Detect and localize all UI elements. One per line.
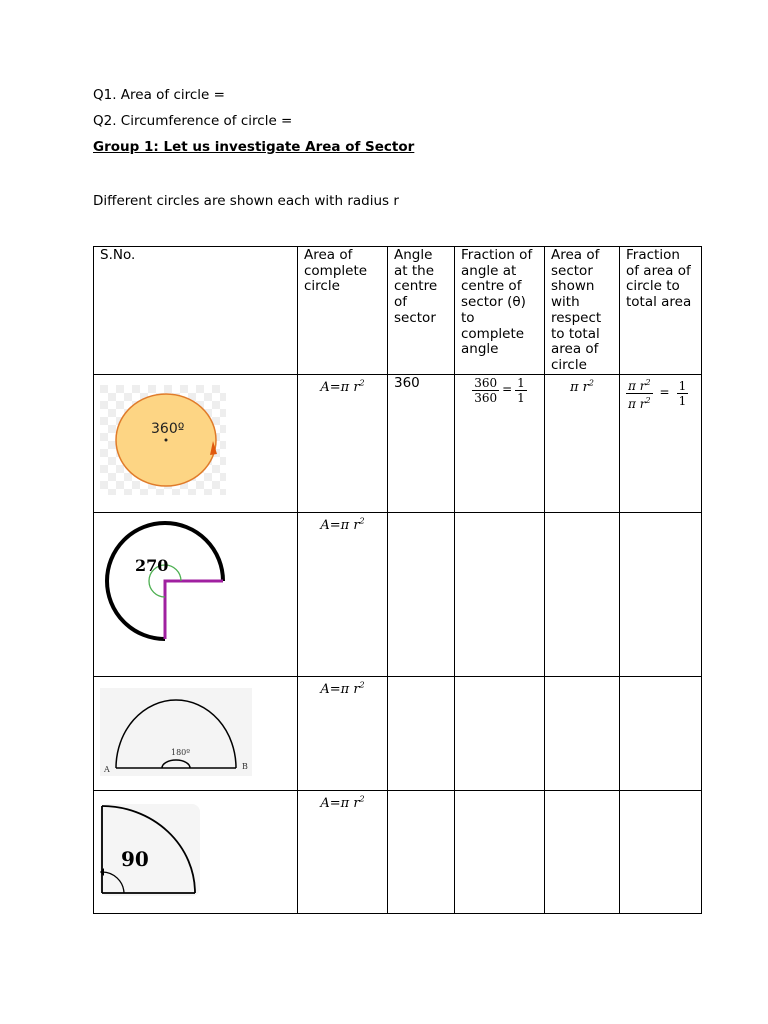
point-b-label: B [242,762,248,771]
question-2: Q2. Circumference of circle = [93,113,293,129]
area-formula: A=π $r^2$ [320,794,365,811]
full-circle-figure [100,385,226,495]
angle-label-360: 360º [151,421,185,437]
area-formula: A=π $r^2$ [320,378,365,395]
point-a-label: A [104,765,110,774]
header-fraction-angle: Fraction of angle at centre of sector (θ) to complete angle [461,247,533,358]
header-sector-area: Area of sector shown with respect to total area of circle [551,247,602,373]
angle-fraction-result: $\frac{1}{1}$ [517,375,525,405]
header-angle: Angle at the centre of sector [394,247,438,326]
section-heading: Group 1: Let us investigate Area of Sector [93,139,415,155]
angle-label-180: 180º [171,748,191,757]
area-fraction: $\frac{\pi r^2}{\pi r^2}$ [628,377,651,411]
angle-value: 360 [394,374,420,391]
area-fraction-result: $\frac{1}{1}$ [678,378,687,408]
intro-text: Different circles are shown each with radius r [93,193,399,209]
quarter-circle-figure [100,804,200,896]
area-formula: A=π $r^2$ [320,516,365,533]
angle-fraction: $\frac{360}{360}$ [474,375,498,405]
table-row: A=π $r^2$ 360 $\frac{360}{360}$ = $\frac{1}{1}$ π $r^2$ $\frac{\pi r^2}{\pi r^2}$ = $\frac{1}{1}$ [94,374,702,512]
angle-label-270: 270 [135,556,169,575]
table-header-row [94,247,702,375]
sector-270-figure [100,520,230,644]
header-fraction-area: Fraction of area of circle to total area [626,247,692,311]
sector-area-value: π $r^2$ [570,378,594,395]
header-sno: S.No. [100,247,136,263]
angle-label-90: 90 [121,847,149,871]
question-1: Q1. Area of circle = [93,87,225,103]
header-area-complete: Area of complete circle [304,247,368,295]
semicircle-figure [100,688,252,776]
area-formula: A=π $r^2$ [320,680,365,697]
